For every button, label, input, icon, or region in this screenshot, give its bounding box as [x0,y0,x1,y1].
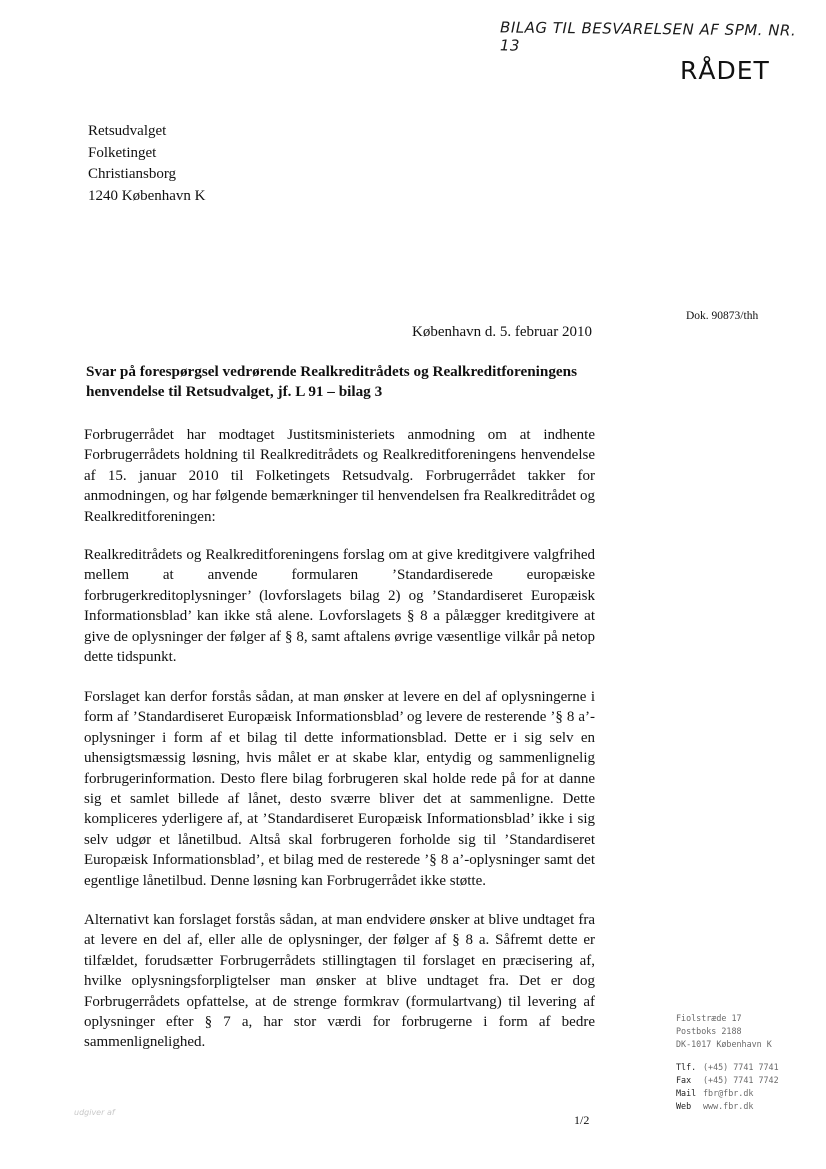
page-number: 1/2 [574,1113,590,1127]
contact-label: Fax [676,1075,692,1085]
dateline: København d. 5. februar 2010 [412,324,592,340]
sender-address-line: Fiolstræde 17 [676,1013,742,1023]
contact-web [676,1100,816,1113]
subject-heading: Svar på forespørgsel vedrørende Realkreditrådets og Realkreditforeningens henvendelse til Retsudvalget, jf. L 91 – bilag 3 [86,363,578,400]
contact-value: www.fbr.dk [703,1101,754,1111]
handwritten-annotation: BILAG TIL BESVARELSEN AF SPM. NR. 13 [499,18,797,55]
contact-value: (+45) 7741 7742 [703,1075,779,1085]
body-paragraph: Realkreditrådets og Realkreditforeningens forslag om at give kreditgivere valgfrihed mellem at anvende formularen ’Standardiserede europæiske forbrugerkreditoplysninger’ (lovforslagets bilag 2) og ’Standardiseret Europæisk Informationsblad’ kan ikke stå alene. Lovforslagets § 8 a pålægger kreditgivere at give de oplysninger der følger af § 8, samt aftalens øvrige væsentlige vilkår på netop dette tidspunkt. [84,547,595,666]
contact-phone [676,1061,816,1074]
sender-address-line: DK-1017 København K [676,1039,772,1049]
sender-contact-block [676,1012,816,1113]
body-paragraph: Alternativt kan forslaget forstås sådan, at man endvidere ønsker at blive undtaget fra at levere en del af, eller alle de oplysninger, der følger af § 8 a. Såfremt dette er tilfældet, forudsætter Forbrugerrådets stillingtagen til forslaget en præcisering af, hvilke oplysningsforpligtelser man ønsker at blive undtaget fra. Det er dog Forbrugerrådets opfattelse, at de strenge formkrav (formulartvang) til levering af oplysninger efter § 7 a, har stor værdi for forbrugerne i form af bedre sammenlignelighed. [84,912,595,1051]
sender-address [676,1012,816,1051]
brand-wordmark: RÅDET [680,56,770,85]
sender-address-line: Postboks 2188 [676,1026,742,1036]
body-paragraph: Forslaget kan derfor forstås sådan, at man ønsker at levere en del af oplysningerne i form af ’Standardiseret Europæisk Informationsblad’ og levere de resterende ’§ 8 a’-oplysninger i form af et bilag til dette informationsblad. Dette er i sig selv en uhensigtsmæssig løsning, hvis målet er at skabe klar, entydig og sammenlignelig forbrugerinformation. Desto flere bilag forbrugeren skal holde rede på for at danne sig et samlet billede af lånet, desto sværre bliver det at sammenligne. Dette kompliceres yderligere af, at ’Standardiseret Europæisk Informationsblad’ ikke i sig selv udgør et lånetilbud. Altså skal forbrugeren forholde sig til ’Standardiseret Europæisk Informationsblad’, et bilag med de resterede ’§ 8 a’-oplysninger samt det egentlige lånetilbud. Denne løsning kan Forbrugerrådet ikke støtte. [84,689,595,889]
address-line: Folketinget [88,144,157,161]
contact-fax [676,1074,816,1087]
faint-imprint: udgiver af [74,1108,115,1117]
contact-label: Tlf. [676,1062,697,1072]
address-line: Retsudvalget [88,123,167,139]
recipient-address [88,121,205,207]
contact-mail [676,1087,816,1100]
contact-value: fbr@fbr.dk [703,1088,754,1098]
address-line: Christiansborg [88,166,177,182]
body-paragraph: Forbrugerrådet har modtaget Justitsministeriets anmodning om at indhente Forbrugerrådets holdning til Realkreditrådets og Realkreditforeningens henvendelse af 15. januar 2010 til Folketingets Retsudvalg. Forbrugerrådet takker for anmodningen, og har følgende bemærkninger til henvendelsen fra Realkreditrådet og Realkreditforeningen: [84,427,595,525]
address-line: 1240 København K [88,187,206,204]
contact-label: Web [676,1101,692,1111]
document-reference: Dok. 90873/thh [686,310,759,322]
contact-label: Mail [676,1088,697,1098]
contact-value: (+45) 7741 7741 [703,1062,779,1072]
